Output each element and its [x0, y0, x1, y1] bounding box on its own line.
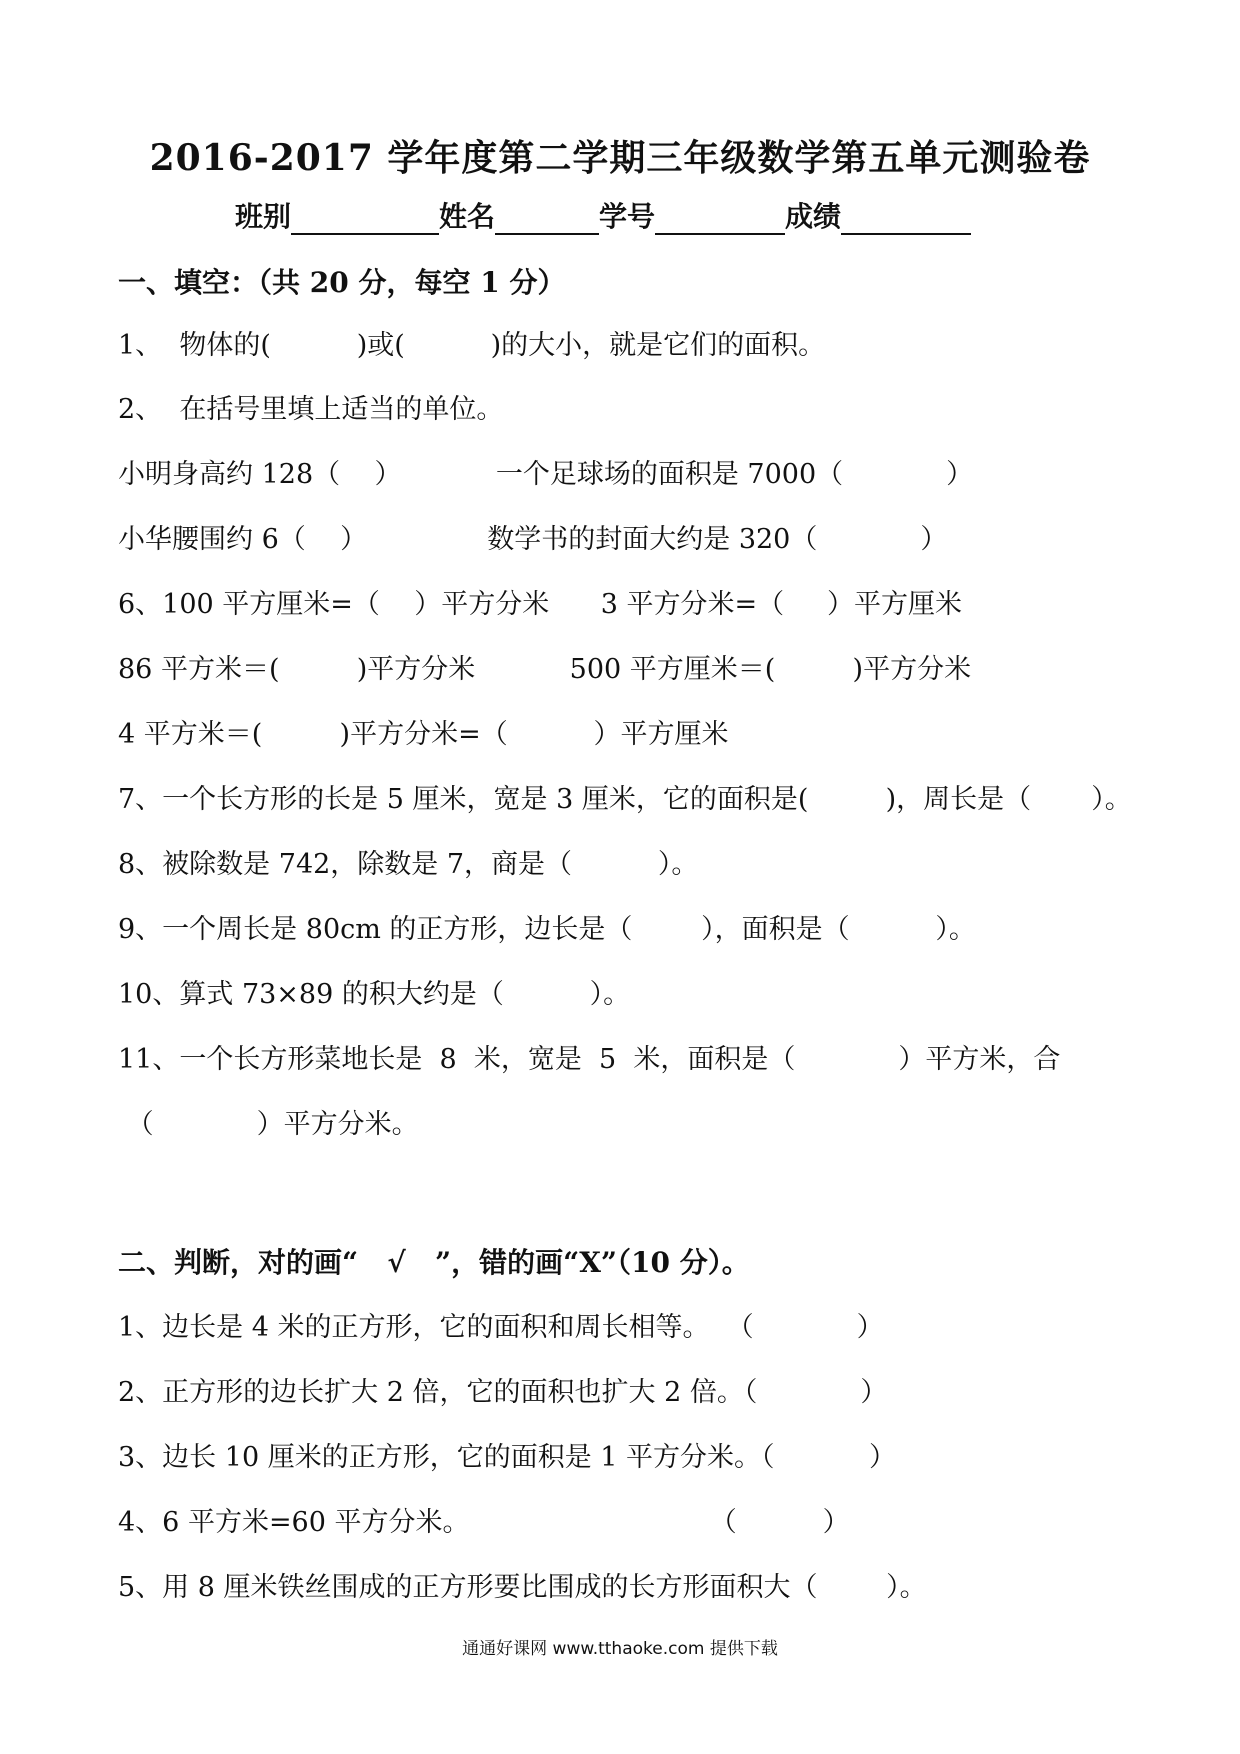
question-line: 2、 在括号里填上适当的单位。 [118, 394, 504, 425]
class-label: 班别 [235, 200, 292, 233]
class-blank[interactable] [291, 203, 439, 235]
section1-heading: 一、填空：（共 20 分，每空 1 分） [118, 266, 566, 299]
question-line: 10、算式 73×89 的积大约是（ ）。 [118, 979, 631, 1010]
question-line: 6、100 平方厘米=（ ）平方分米 3 平方分米=（ ）平方厘米 [118, 589, 963, 620]
name-blank[interactable] [495, 203, 599, 235]
question-line: 9、一个周长是 80cm 的正方形，边长是（ ），面积是（ ）。 [118, 914, 976, 945]
question-line: 小明身高约 128（ ） 一个足球场的面积是 7000（ ） [118, 459, 974, 490]
judgement-line: 5、用 8 厘米铁丝围成的正方形要比围成的长方形面积大（ ）。 [118, 1572, 927, 1603]
judgement-line: 1、边长是 4 米的正方形，它的面积和周长相等。 （ ） [118, 1312, 884, 1343]
question-line: 8、被除数是 742，除数是 7，商是（ ）。 [118, 849, 699, 880]
question-line: 11、一个长方形菜地长是 8 米，宽是 5 米，面积是（ ）平方米，合 [118, 1044, 1061, 1075]
judgement-line: 4、6 平方米=60 平方分米。 （ ） [118, 1507, 850, 1538]
score-blank[interactable] [841, 203, 971, 235]
page-footer: 通通好课网 www.tthaoke.com 提供下载 [462, 1639, 778, 1659]
name-label: 姓名 [439, 200, 496, 233]
question-line: 4 平方米＝( )平方分米=（ ）平方厘米 [118, 719, 729, 750]
judgement-line: 2、正方形的边长扩大 2 倍，它的面积也扩大 2 倍。（ ） [118, 1377, 888, 1408]
question-line: 86 平方米＝( )平方分米 500 平方厘米＝( )平方分米 [118, 654, 972, 685]
question-line: 1、 物体的( )或( )的大小，就是它们的面积。 [118, 330, 826, 361]
section2-heading: 二、判断，对的画“ √ ”，错的画“X”（10 分）。 [118, 1246, 750, 1279]
page-title: 2016-2017 学年度第二学期三年级数学第五单元测验卷 [149, 137, 1091, 179]
judgement-line: 3、边长 10 厘米的正方形，它的面积是 1 平方分米。（ ） [118, 1442, 896, 1473]
score-label: 成绩 [785, 200, 842, 233]
question-line: 7、一个长方形的长是 5 厘米，宽是 3 厘米，它的面积是( )，周长是（ ）。 [118, 784, 1132, 815]
question-line: （ ）平方分米。 [118, 1109, 419, 1140]
student-info-row [235, 195, 971, 235]
number-label: 学号 [599, 200, 656, 233]
number-blank[interactable] [655, 203, 785, 235]
question-line: 小华腰围约 6（ ） 数学书的封面大约是 320（ ） [118, 524, 948, 555]
